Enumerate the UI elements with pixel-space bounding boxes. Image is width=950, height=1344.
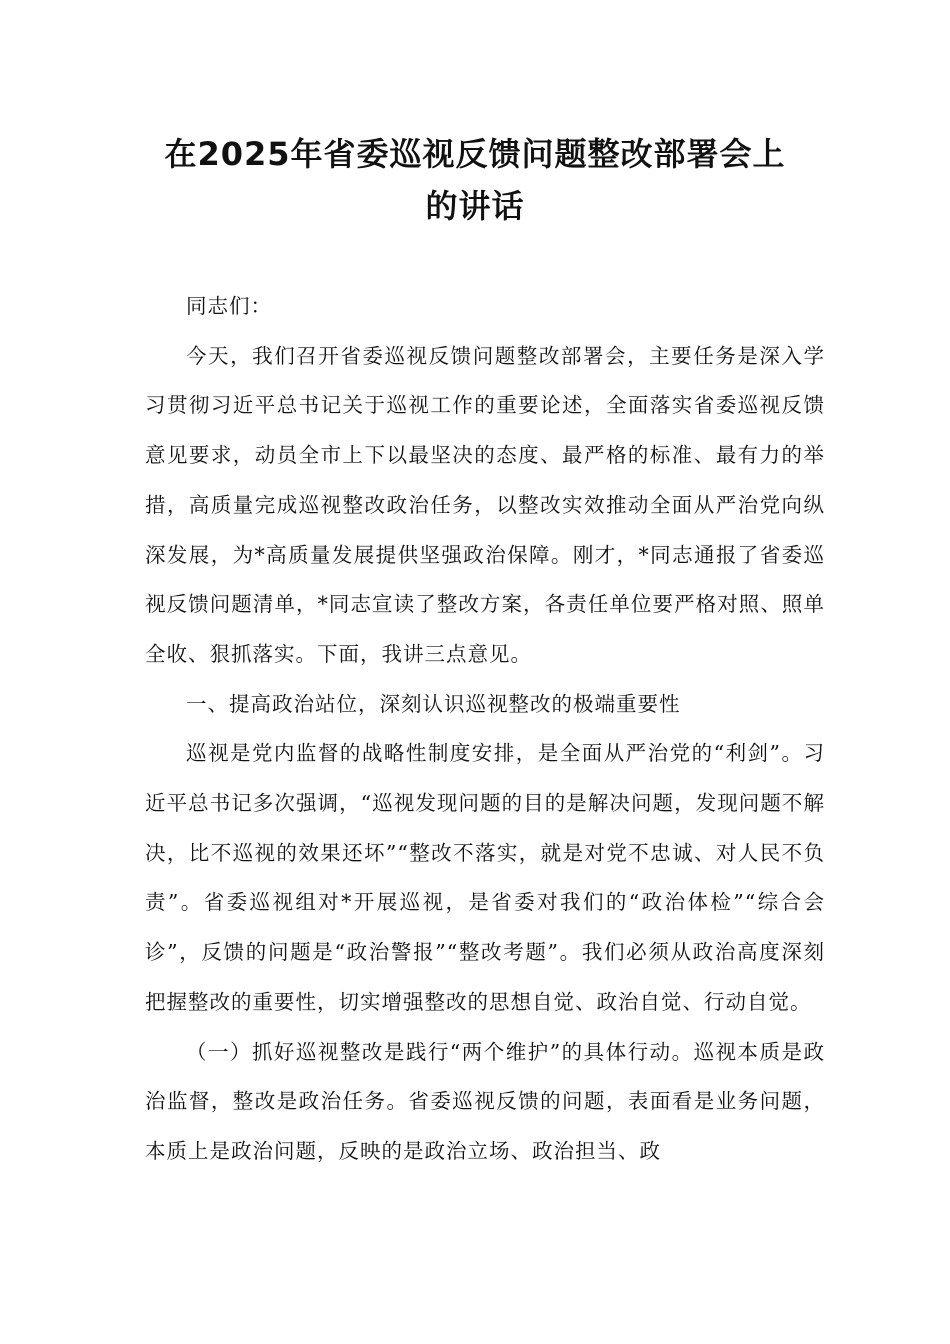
section-heading-1: 一、提高政治站位，深刻认识巡视整改的极端重要性 <box>186 691 681 716</box>
document-title <box>100 128 850 232</box>
title-line-2: 的讲话 <box>425 187 525 225</box>
greeting: 同志们： <box>186 294 272 318</box>
paragraph-subsection-1: （一）抓好巡视整改是践行“两个维护”的具体行动。巡视本质是政治监督，整改是政治任务。省委巡视反馈的问题，表面看是业务问题，本质上是政治问题，反映的是政治立场、政治担当、政 <box>145 1039 825 1163</box>
document-body <box>145 282 825 1177</box>
paragraph-section-1: 巡视是党内监督的战略性制度安排，是全面从严治党的“利剑”。习近平总书记多次强调，“巡视发现问题的目的是解决问题，发现问题不解决，比不巡视的效果还坏”“整改不落实，就是对党不忠诚、对人民不负责”。省委巡视组对*开展巡视，是省委对我们的“政治体检”“综合会诊”，反馈的问题是“政治警报”“整改考题”。我们必须从政治高度深刻把握整改的重要性，切实增强整改的思想自觉、政治自觉、行动自觉。 <box>145 741 825 1014</box>
title-line-1: 在2025年省委巡视反馈问题整改部署会上 <box>164 135 786 173</box>
paragraph-intro: 今天，我们召开省委巡视反馈问题整改部署会，主要任务是深入学习贯彻习近平总书记关于巡视工作的重要论述，全面落实省委巡视反馈意见要求，动员全市上下以最坚决的态度、最严格的标准、最有力的举措，高质量完成巡视整改政治任务，以整改实效推动全面从严治党向纵深发展，为*高质量发展提供坚强政治保障。刚才，*同志通报了省委巡视反馈问题清单，*同志宣读了整改方案，各责任单位要严格对照、照单全收、狠抓落实。下面，我讲三点意见。 <box>145 343 825 666</box>
